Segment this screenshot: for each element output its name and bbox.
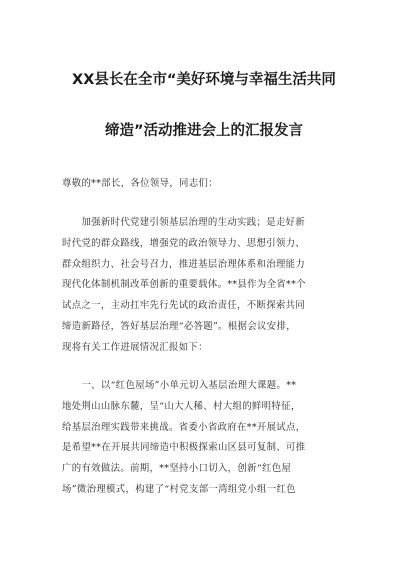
paragraph-line: 地处荆山山脉东麓，呈“山大人稀、村大组的鲜明特征，	[62, 400, 301, 412]
paragraph-line: 广的有效做法。前期，**坚持小口切入，创新“红色屋	[62, 463, 292, 475]
document-title-line-2: 缔造”活动推进会上的汇报发言	[104, 123, 304, 139]
salutation	[62, 174, 362, 195]
paragraph-line: 现代化体制机制改革创新的重要载体。**县作为全省**个	[62, 279, 306, 291]
paragraph-line: 一、以“红色屋场”小单元切入基层治理大课题。**	[62, 380, 297, 391]
paragraph-line: 试点之一，主动扛牢先行先试的政治责任，不断探索共同	[62, 300, 306, 312]
paragraph-line: 是希望**在开展共同缔造中积极探索山区县可复制、可推	[62, 442, 306, 454]
paragraph-line: 缔造新路径，答好基层治理“必答题”。根据会议安排，	[62, 320, 296, 332]
paragraph-line: 场”微治理模式，构建了“村党支部一湾组党小组一红色	[62, 483, 296, 495]
document-title-line-1: XX县长在全市“美好环境与幸福生活共同	[72, 72, 336, 88]
paragraph-intro	[62, 213, 362, 359]
paragraph-line: 给基层治理实践带来挑战。省委小省政府在**开展试点，	[62, 421, 306, 433]
paragraph-line: 群众组织力、社会号召力，推进基层治理体系和治理能力	[62, 258, 306, 270]
paragraph-section-one	[62, 376, 362, 501]
paragraph-line: 现将有关工作进展情况汇报如下：	[62, 341, 208, 353]
paragraph-line: 加强新时代党建引领基层治理的生动实践；是走好新	[62, 217, 306, 228]
salutation-text: 尊敬的**部长，各位领导，同志们：	[62, 178, 218, 189]
paragraph-line: 时代党的群众路线，增强党的政治领导力、思想引领力、	[62, 237, 306, 249]
